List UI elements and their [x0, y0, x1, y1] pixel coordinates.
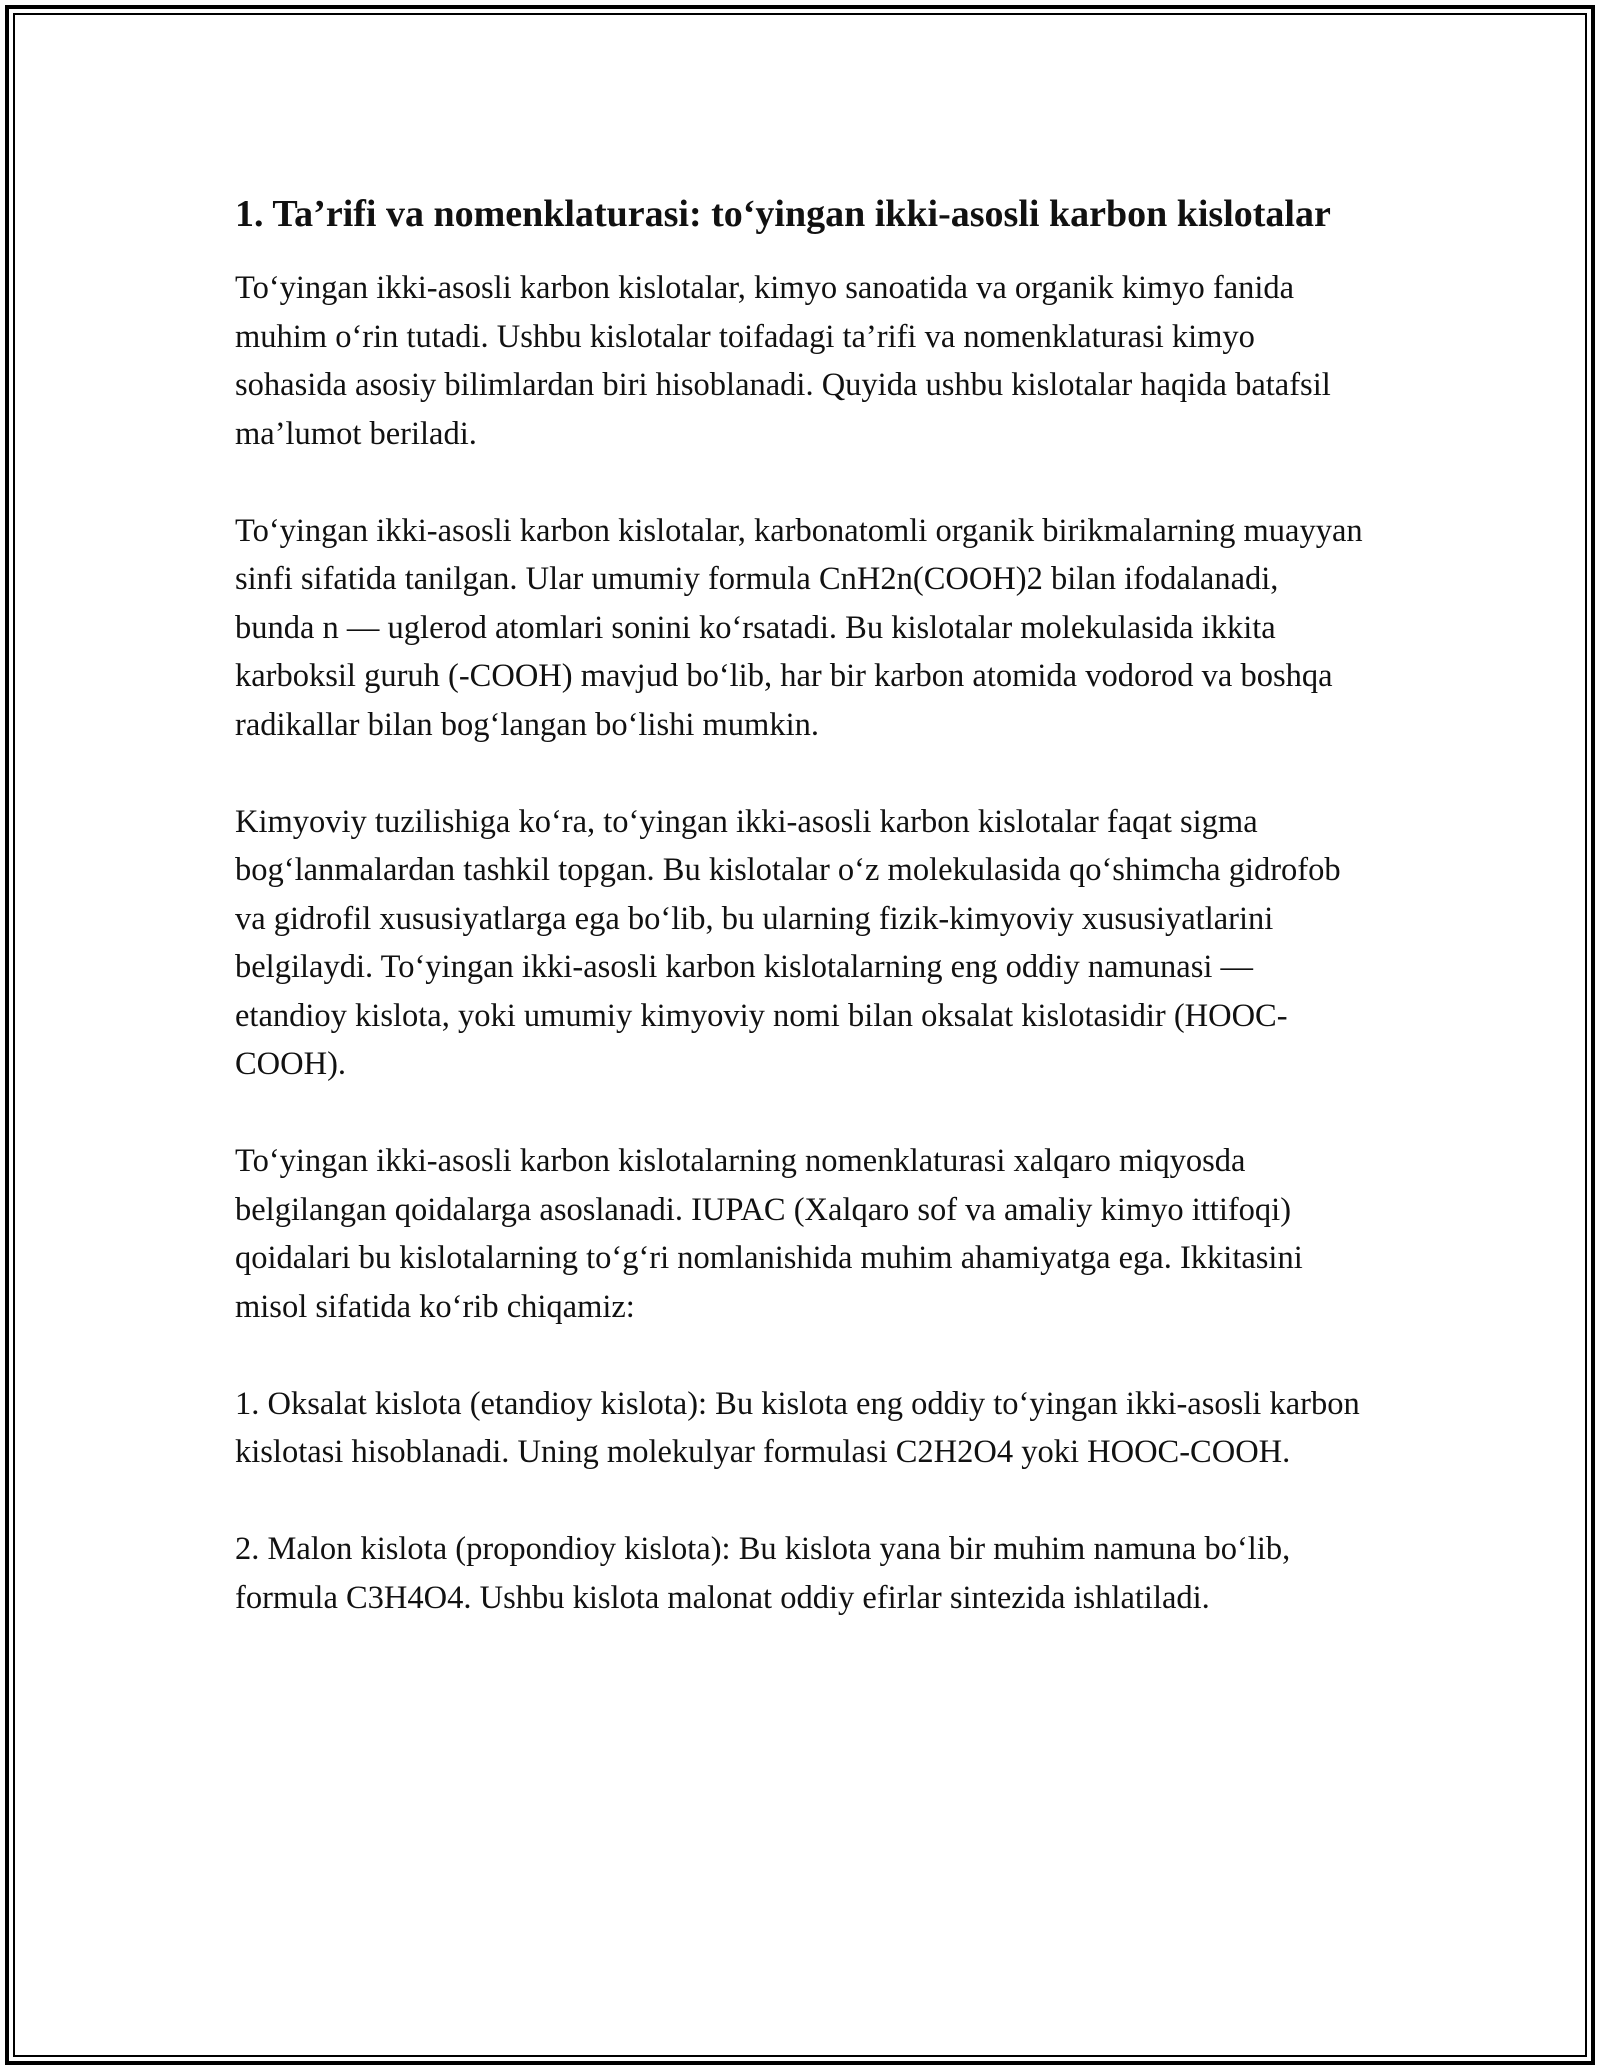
paragraph-structure: Kimyoviy tuzilishiga ko‘ra, to‘yingan ikki-asosli karbon kislotalar faqat sigma bog‘lanmalardan tashkil topgan. Bu kislotalar o‘z molekulasida qo‘shimcha gidrofob va gidrofil xususiyatlarga ega bo‘lib, bu ularning fizik-kimyoviy xususiyatlarini belgilaydi. To‘yingan ikki-asosli karbon kislotalarning eng oddiy namunasi — etandioy kislota, yoki umumiy kimyoviy nomi bilan oksalat kislotasidir (HOOC-COOH). — [235, 803, 1341, 1082]
paragraph-example-malonic: 2. Malon kislota (propondioy kislota): Bu kislota yana bir muhim namuna bo‘lib, formula C3H4O4. Ushbu kislota malonat oddiy efirlar sintezida ishlatiladi. — [235, 1531, 1291, 1616]
paragraph-intro: To‘yingan ikki-asosli karbon kislotalar, kimyo sanoatida va organik kimyo fanida muhim o‘rin tutadi. Ushbu kislotalar toifadagi ta’rifi va nomenklaturasi kimyo sohasida asosiy bilimlardan biri hisoblanadi. Quyida ushbu kislotalar haqida batafsil ma’lumot beriladi. — [235, 270, 1331, 452]
paragraph-definition: To‘yingan ikki-asosli karbon kislotalar, karbonatomli organik birikmalarning muayyan sinfi sifatida tanilgan. Ular umumiy formula CnH2n(COOH)2 bilan ifodalanadi, bunda n — uglerod atomlari sonini ko‘rsatadi. Bu kislotalar molekulasida ikkita karboksil guruh (-COOH) mavjud bo‘lib, har bir karbon atomida vodorod va boshqa radikallar bilan bog‘langan bo‘lishi mumkin. — [235, 512, 1363, 743]
section-heading: 1. Ta’rifi va nomenklaturasi: to‘yingan ikki-asosli karbon kislotalar — [235, 193, 1331, 235]
paragraph-example-oxalic: 1. Oksalat kislota (etandioy kislota): Bu kislota eng oddiy to‘yingan ikki-asosli karbon kislotasi hisoblanadi. Uning molekulyar formulasi C2H2O4 yoki HOOC-COOH. — [235, 1385, 1360, 1470]
document-body — [235, 186, 1365, 1671]
paragraph-nomenclature: To‘yingan ikki-asosli karbon kislotalarning nomenklaturasi xalqaro miqyosda belgilangan qoidalarga asoslanadi. IUPAC (Xalqaro sof va amaliy kimyo ittifoqi) qoidalari bu kislotalarning to‘g‘ri nomlanishida muhim ahamiyatga ega. Ikkitasini misol sifatida ko‘rib chiqamiz: — [235, 1143, 1303, 1325]
